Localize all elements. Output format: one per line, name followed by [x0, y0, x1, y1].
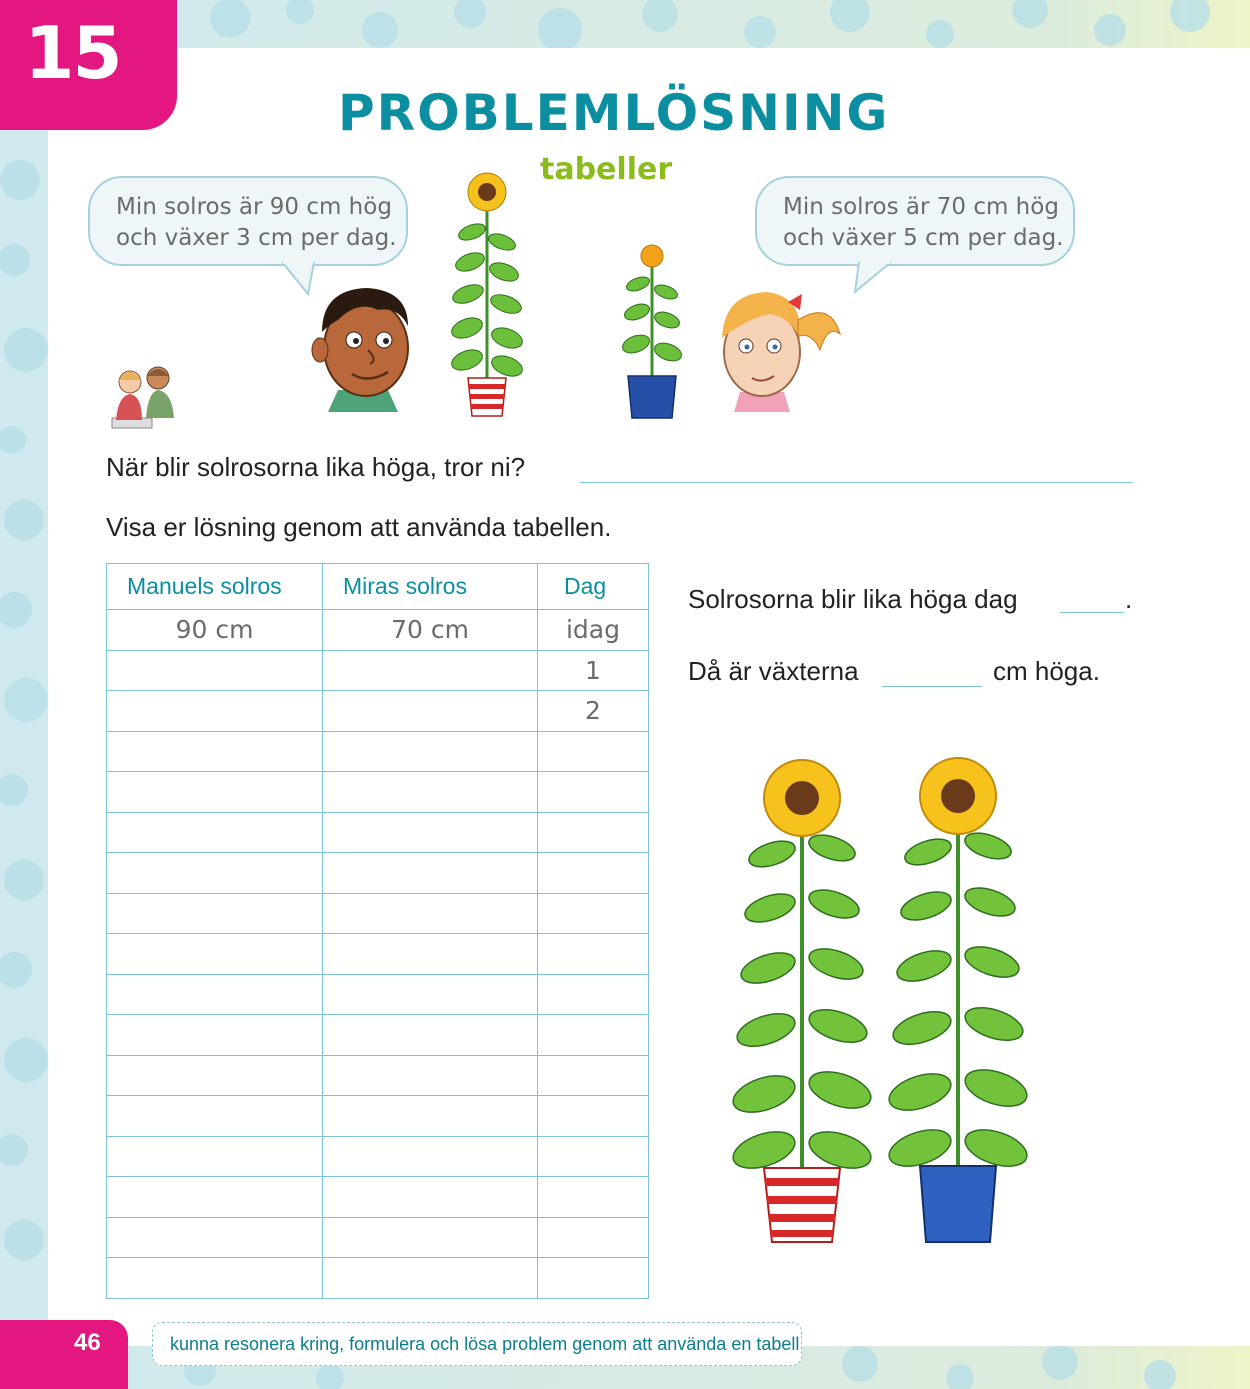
table-cell[interactable]: [107, 1258, 323, 1299]
table-cell[interactable]: [538, 1177, 649, 1218]
table-cell[interactable]: [538, 1258, 649, 1299]
page-number: 46: [74, 1329, 101, 1356]
table-row: [107, 893, 649, 934]
sunflower-icon: [732, 758, 872, 1248]
table-row: [107, 853, 649, 894]
speech-bubble-manuel: [88, 176, 408, 266]
table-cell[interactable]: [538, 731, 649, 772]
table-row: [107, 1217, 649, 1258]
table-cell[interactable]: [538, 1055, 649, 1096]
sunflower-icon: [888, 756, 1028, 1246]
table-cell[interactable]: [107, 650, 323, 691]
bubble-text-line: och växer 5 cm per dag.: [783, 225, 1064, 251]
table-cell[interactable]: idag: [538, 610, 649, 651]
table-cell[interactable]: [107, 853, 323, 894]
page-title: PROBLEMLÖSNING: [338, 84, 890, 142]
sunflower-icon: [622, 244, 682, 420]
table-cell[interactable]: [107, 731, 323, 772]
table-cell[interactable]: [538, 893, 649, 934]
table-row: [107, 650, 649, 691]
learning-goal: kunna resonera kring, formulera och lösa problem genom att använda en tabell: [152, 1322, 802, 1366]
table-cell[interactable]: [107, 1015, 323, 1056]
table-cell[interactable]: [323, 691, 538, 732]
answer-height-prefix: Då är växterna: [688, 656, 859, 686]
table-cell[interactable]: [538, 1096, 649, 1137]
page-number-tab: [0, 1320, 128, 1389]
header-dag: Dag: [538, 564, 649, 610]
table-row: [107, 1258, 649, 1299]
table-cell[interactable]: [538, 1015, 649, 1056]
table-cell[interactable]: [323, 934, 538, 975]
answer-height-suffix: cm höga.: [993, 656, 1100, 686]
table-row: [107, 1096, 649, 1137]
chapter-number: 15: [24, 11, 121, 95]
answer-line-guess[interactable]: [580, 460, 1133, 483]
table-cell[interactable]: [107, 1217, 323, 1258]
table-cell[interactable]: 70 cm: [323, 610, 538, 651]
table-row: [107, 610, 649, 651]
table-cell[interactable]: [107, 934, 323, 975]
table-cell[interactable]: [107, 1177, 323, 1218]
table-row: [107, 1177, 649, 1218]
table-row: [107, 934, 649, 975]
table-cell[interactable]: [107, 691, 323, 732]
table-cell[interactable]: [323, 772, 538, 813]
table-cell[interactable]: [323, 1015, 538, 1056]
table-cell[interactable]: [538, 1136, 649, 1177]
bubble-text-line: och växer 3 cm per dag.: [116, 225, 397, 251]
table-cell[interactable]: [538, 1217, 649, 1258]
table-cell[interactable]: [107, 974, 323, 1015]
table-cell[interactable]: [107, 1055, 323, 1096]
table-cell[interactable]: 1: [538, 650, 649, 691]
table-cell[interactable]: [323, 1136, 538, 1177]
table-row: [107, 691, 649, 732]
table-cell[interactable]: [107, 1096, 323, 1137]
table-row: [107, 772, 649, 813]
bubble-tail: [853, 262, 903, 298]
table-cell[interactable]: [323, 1258, 538, 1299]
table-cell[interactable]: [538, 853, 649, 894]
pair-work-icon: [106, 362, 182, 432]
table-cell[interactable]: [323, 893, 538, 934]
table-cell[interactable]: 2: [538, 691, 649, 732]
table-cell[interactable]: [323, 1217, 538, 1258]
table-row: [107, 812, 649, 853]
table-cell[interactable]: 90 cm: [107, 610, 323, 651]
bubble-text-line: Min solros är 70 cm hög: [783, 194, 1059, 220]
table-cell[interactable]: [323, 731, 538, 772]
answer-line-day[interactable]: [1060, 590, 1124, 613]
instruction-text: Visa er lösning genom att använda tabellen.: [106, 512, 612, 542]
table-cell[interactable]: [323, 853, 538, 894]
table-row: [107, 974, 649, 1015]
table-cell[interactable]: [107, 1136, 323, 1177]
table-cell[interactable]: [538, 974, 649, 1015]
sunflower-icon: [450, 172, 524, 418]
table-row: [107, 731, 649, 772]
table-cell[interactable]: [323, 974, 538, 1015]
table-cell[interactable]: [323, 1055, 538, 1096]
table-row: [107, 1055, 649, 1096]
answer-line-height[interactable]: [882, 664, 982, 687]
solution-table: [106, 563, 648, 1302]
table-row: [107, 1136, 649, 1177]
chapter-badge: [0, 0, 177, 130]
question-text: När blir solrosorna lika höga, tror ni?: [106, 452, 526, 482]
table-cell[interactable]: [107, 893, 323, 934]
header-manuels-solros: Manuels solros: [107, 564, 323, 610]
answer-day-suffix: .: [1125, 584, 1133, 614]
girl-icon: [700, 280, 850, 412]
table-cell[interactable]: [323, 812, 538, 853]
table-cell[interactable]: [323, 1177, 538, 1218]
table-cell[interactable]: [538, 812, 649, 853]
table-cell[interactable]: [538, 934, 649, 975]
header-miras-solros: Miras solros: [323, 564, 538, 610]
table-cell[interactable]: [323, 1096, 538, 1137]
page-subtitle: tabeller: [540, 152, 673, 187]
table-cell[interactable]: [107, 772, 323, 813]
answer-day-prefix: Solrosorna blir lika höga dag: [688, 584, 1018, 614]
bubble-text-line: Min solros är 90 cm hög: [116, 194, 392, 220]
speech-bubble-mira: [755, 176, 1075, 266]
table-row: [107, 1015, 649, 1056]
table-cell[interactable]: [538, 772, 649, 813]
table-cell[interactable]: [107, 812, 323, 853]
table-cell[interactable]: [323, 650, 538, 691]
table-header-row: [107, 564, 649, 610]
boy-icon: [308, 280, 418, 412]
